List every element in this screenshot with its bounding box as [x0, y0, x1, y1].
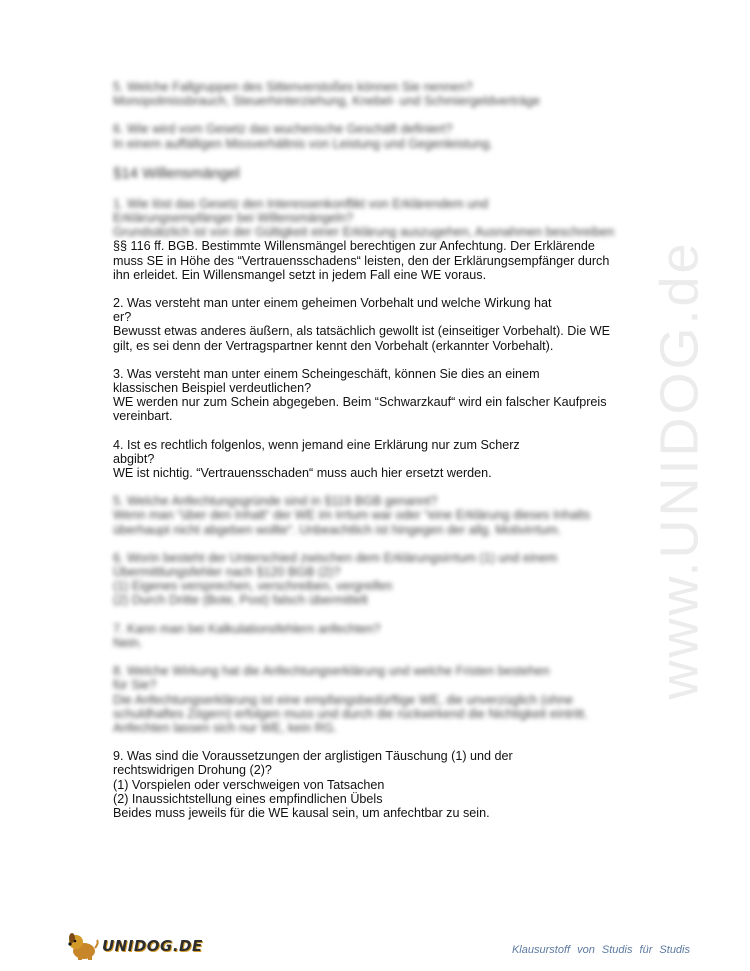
answer-text: WE werden nur zum Schein abgegeben. Beim “Schwarzkauf“ wird ein falscher Kaufpreis vereinbart.	[113, 395, 607, 424]
answer-text: (1) Vorspielen oder verschweigen von Tatsachen (2) Inaussichtstellung eines empfindlichen Übels Beides muss jeweils für die WE kausal sein, um anfechtbar zu sein.	[113, 777, 490, 820]
answer-text: In einem auffälligen Missverhältnis von Leistung und Gegenleistung.	[113, 136, 493, 151]
question-block	[113, 367, 633, 424]
logo-text: UNIDOG.DE	[102, 937, 203, 955]
question-text: 6. Wie wird vom Gesetz das wucherische Geschäft definiert?	[113, 122, 453, 137]
blurred-question-block	[113, 80, 633, 108]
blurred-question-block	[113, 494, 633, 537]
footer-tagline: Klausurstoff von Studis für Studis	[511, 944, 690, 956]
question-text: 2. Was versteht man unter einem geheimen Vorbehalt und welche Wirkung hat er?	[113, 296, 552, 325]
blurred-question-block	[113, 122, 633, 150]
answer-text: Bewusst etwas anderes äußern, als tatsächlich gewollt ist (einseitiger Vorbehalt). Die WE gilt, es sei denn der Vertragspartner kennt den Vorbehalt (erkannter Vorbehalt).	[113, 324, 610, 353]
answer-text: §§ 116 ff. BGB. Bestimmte Willensmängel berechtigen zur Anfechtung. Der Erklärende muss SE in Höhe des “Vertrauensschadens“ leisten, den der Erklärungsempfänger durch ihn erleidet. Ein Willensmangel setzt in jedem Fall eine WE voraus.	[113, 239, 610, 282]
answer-text: Nein.	[113, 635, 143, 650]
answer-text: WE ist nichtig. “Vertrauensschaden“ muss auch hier ersetzt werden.	[113, 466, 492, 481]
question-block	[113, 296, 633, 353]
answer-text: (1) Eigenes versprechen, verschreiben, vergreifen (2) Durch Dritte (Bote, Post) falsch übermittelt	[113, 579, 393, 608]
dog-icon	[66, 931, 100, 961]
question-text: 5. Welche Anfechtungsgründe sind in §119 BGB genannt?	[113, 494, 438, 509]
section-heading: §14 Willensmängel	[113, 164, 240, 182]
question-text: 9. Was sind die Voraussetzungen der arglistigen Täuschung (1) und der rechtswidrigen Drohung (2)?	[113, 749, 513, 778]
unidog-logo[interactable]	[66, 930, 203, 962]
question-text: 5. Welche Fallgruppen des Sittenverstoßes können Sie nennen?	[113, 80, 473, 94]
blurred-question-block	[113, 664, 633, 735]
question-text: 7. Kann man bei Kalkulationsfehlern anfechten?	[113, 621, 381, 636]
document-content	[113, 80, 633, 834]
question-text: 8. Welche Wirkung hat die Anfechtungserklärung und welche Fristen bestehen für Sie?	[113, 664, 550, 693]
question-text: 6. Worin besteht der Unterschied zwischen dem Erklärungsirrtum (1) und einem Übermittlungsfehler nach §120 BGB (2)?	[113, 550, 558, 580]
question-text: 4. Ist es rechtlich folgenlos, wenn jemand eine Erklärung nur zum Scherz abgibt?	[113, 437, 520, 466]
answer-text: Wenn man “über den Inhalt“ der WE im Irrtum war oder “eine Erklärung dieses Inhalts überhaupt nicht abgeben wollte“. Unbeachtlich ist hingegen der allg. Motivirrtum.	[113, 508, 591, 537]
answer-text: Die Anfechtungserklärung ist eine empfangsbedürftige WE, die unverzüglich (ohne schuldhaftes Zögern) erfolgen muss und durch die rückwirkend die Nichtigkeit eintritt. Anfechten lassen sich nur WE, kein RG.	[113, 692, 588, 735]
question-text: 3. Was versteht man unter einem Scheingeschäft, können Sie dies an einem klassischen Beispiel verdeutlichen?	[113, 366, 540, 396]
blurred-question-block	[113, 551, 633, 608]
watermark-text: www.UNIDOG.de	[650, 240, 710, 700]
blurred-question-block	[113, 622, 633, 650]
answer-text: Monopolmissbrauch, Steuerhinterziehung, Knebel- und Schmiergeldverträge	[113, 94, 541, 109]
question-block	[113, 197, 633, 282]
question-block	[113, 438, 633, 481]
question-text-blurred: 1. Wie löst das Gesetz den Interessenkonflikt von Erklärendem und Erklärungsempfänger bei Willensmängeln? Grundsätzlich ist von der Gültigkeit einer Erklärung auszugehen, Ausnahmen beschreiben	[113, 196, 615, 240]
question-block	[113, 749, 633, 820]
